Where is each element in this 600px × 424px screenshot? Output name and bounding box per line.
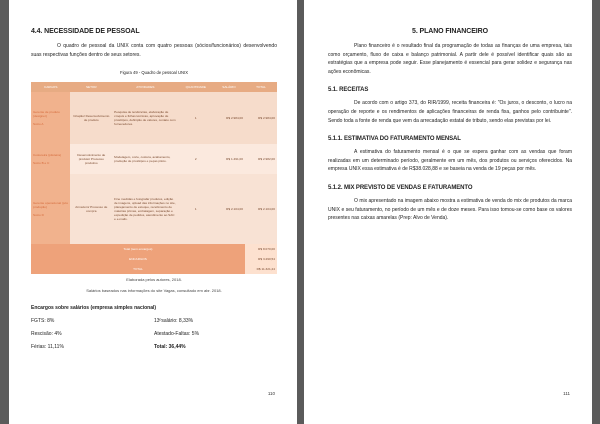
cargo-person: Sócio B e C xyxy=(33,161,50,166)
setor-cell: Desenvolvimento de produto/ Processo produtivo xyxy=(70,144,112,174)
salario-cell: R$ 2.984,00 xyxy=(213,92,245,144)
atividades-cell: Pesquisa de tendências, elaboração de croquis e fichas técnicas, aprovação de protótipos, definição de valores, contato com fornecedores. xyxy=(112,92,178,144)
col-header-cargos: CARGOS xyxy=(31,82,70,92)
section-heading: 4.4. NECESSIDADE DE PESSOAL xyxy=(31,28,140,35)
col-header-setor: SETOR xyxy=(70,82,112,92)
receitas-paragraph: De acordo com o artigo 373, do RIR/1999, receita financeira é: "Os juros, o desconto, o lucro na operação de reporte e os rendimentos de aplicações financeiras de renda fixa, ganhos pelo contribuinte". Sendo toda a fonte de renda que vem da arrecadação estatal de tributo, sendo elas previstas por lei. xyxy=(328,100,572,124)
right-page xyxy=(304,0,592,424)
subsection-heading-receitas: 5.1. RECEITAS xyxy=(328,87,369,94)
summary-row-encargos xyxy=(31,254,277,264)
encargo-item: Atestado-Faltas: 5% xyxy=(154,331,200,338)
summary-label: ENCARGOS xyxy=(31,254,245,264)
cargo-person: Sócio D xyxy=(33,213,44,218)
summary-row-total xyxy=(31,264,277,274)
setor-cell: Criação/ Desenvolvimento de produto xyxy=(70,92,112,144)
summary-label: TOTAL xyxy=(31,264,245,274)
encargo-item: 13ºsalário: 8,33% xyxy=(154,318,194,325)
mix-paragraph: O mix apresentado na imagem abaixo mostra a estimativa de venda do mix de produtos da marca UNIX e seu faturamento, no período de um mês e de doze meses. Para isso tomou-se como base os valores presentes nas caixas amarelas (Prep: Alvo de Venda). xyxy=(328,197,572,222)
encargo-item: Rescisão: 4% xyxy=(31,331,62,338)
summary-value: R$ 8.070,00 xyxy=(245,244,277,254)
table-row xyxy=(31,92,277,144)
figure-caption: Figura 49 - Quadro de pessoal UNIX xyxy=(120,70,188,76)
cargo-person: Sócio A xyxy=(33,122,44,127)
salary-source-note: Salários baseados nas informações do site Vagas, consultado em abr. 2018. xyxy=(86,288,222,294)
subsection-heading-mix: 5.1.2. MIX PREVISTO DE VENDAS E FATURAMENTO xyxy=(328,184,473,191)
encargo-total: Total: 36,44% xyxy=(154,344,186,351)
setor-cell: Armazém/ Processo de compra xyxy=(70,174,112,244)
encargo-item: FGTS: 8% xyxy=(31,318,55,325)
table-row xyxy=(31,144,277,174)
subsection-heading-estimativa: 5.1.1. ESTIMATIVA DO FATURAMENTO MENSAL xyxy=(328,136,461,143)
staff-table xyxy=(31,82,277,274)
summary-row-subtotal xyxy=(31,244,277,254)
quantidade-cell: 1 xyxy=(179,92,213,144)
quantidade-cell: 1 xyxy=(179,174,213,244)
encargos-list xyxy=(31,318,277,350)
figure-source: Elaborada pelos autores, 2018. xyxy=(126,277,182,283)
table-row xyxy=(31,174,277,244)
total-cell: R$ 2.104,00 xyxy=(245,174,277,244)
left-page xyxy=(9,0,297,424)
summary-label: Total (sem encargos) xyxy=(31,244,245,254)
col-header-total: TOTAL xyxy=(245,82,277,92)
section-heading: 5. PLANO FINANCEIRO xyxy=(412,28,488,35)
page-number: 111 xyxy=(563,391,570,396)
col-header-salario: SALÁRIO xyxy=(213,82,245,92)
total-cell: R$ 2.984,00 xyxy=(245,92,277,144)
encargo-item: Férias: 11,11% xyxy=(31,344,64,351)
atividades-cell: Modelagem, corte, costura, acabamento, produção de protótipos e peças piloto. xyxy=(112,144,178,174)
summary-value: R$ 3.290,54 xyxy=(245,254,277,264)
page-number: 110 xyxy=(267,391,275,396)
col-header-quantidade: QUANTIDADE xyxy=(179,82,213,92)
table-header-row xyxy=(31,82,277,92)
cargo-title: Costureira (piloteira) xyxy=(33,153,62,158)
cargo-cell xyxy=(31,92,70,144)
estimativa-paragraph: A estimativa do faturamento mensal é o que se espera ganhar com as vendas que foram realizadas em um determinado período, geralmente em um mês, dos produtos ou serviços oferecidos. Na empresa UNIX essa estimativa é de R$38.028,88 e se baseia na venda de 19 peças por mês. xyxy=(328,149,572,173)
intro-paragraph: Plano financeiro é o resultado final da programação de todas as finanças de uma empresa, tais como orçamento, fluxo de caixa e balanço patrimonial. A partir dele é possível identificar quais são as estratégias que a empresa pode seguir. Esse planejamento é essencial para gerar solidez e segurança nas ações econômicas. xyxy=(328,43,572,75)
quantidade-cell: 2 xyxy=(179,144,213,174)
salario-cell: R$ 2.104,00 xyxy=(213,174,245,244)
salario-cell: R$ 1.491,00 xyxy=(213,144,245,174)
summary-value: R$ 11.321,24 xyxy=(245,264,277,274)
cargo-title: Gerente de produto (designer) xyxy=(33,110,60,119)
atividades-cell: Fine medidas e fotografar produtos, edição de imagens, upload das informações no site, planejamento de estoque, recebimento de matérias primas, embalagem, separação e expedição de pedidos, atendimento ao SAC e e-mails. xyxy=(112,174,178,244)
cargo-title: Gerente operacional (pós produção) xyxy=(33,201,68,210)
intro-paragraph: O quadro de pessoal da UNIX conta com quatro pessoas (sócios/funcionários) desenvolvendo suas respectivas funções dentro de seus setores. xyxy=(31,43,277,58)
cargo-cell xyxy=(31,144,70,174)
total-cell: R$ 2.982,00 xyxy=(245,144,277,174)
encargos-title: Encargos sobre salários (empresa simples nacional) xyxy=(31,305,157,312)
cargo-cell xyxy=(31,174,70,244)
col-header-atividades: ATIVIDADES xyxy=(112,82,178,92)
